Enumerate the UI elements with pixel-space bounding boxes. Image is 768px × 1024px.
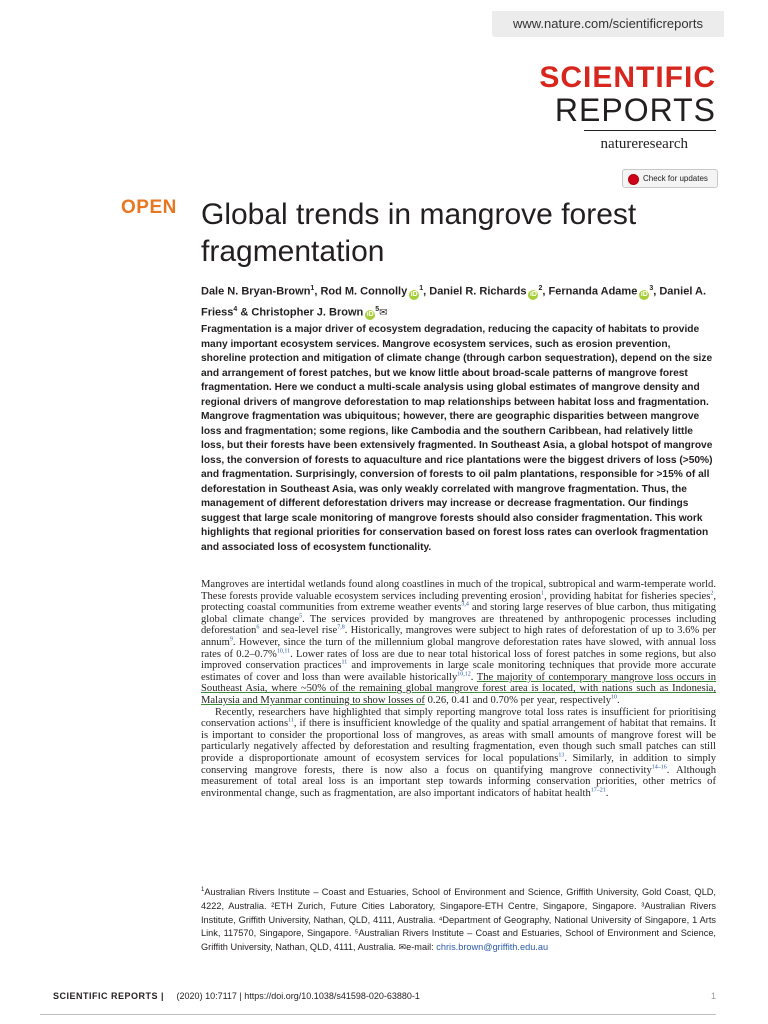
- author-name: Christopher J. Brown: [251, 306, 364, 319]
- author-affiliation-number: 1: [419, 285, 424, 292]
- logo-divider: [584, 130, 716, 131]
- footer-divider: [40, 1014, 716, 1015]
- highlighted-text: The majority of contemporary mangrove loss occurs in Southeast Asia, where ~50% of the remaining global mangrove forest area is located, with nations such as Indonesia, Malaysia and Myanmar continuing to show losses of: [201, 671, 717, 706]
- body-text-run: , protecting coastal communities from extreme weather events: [201, 590, 716, 614]
- body-text-run: and storing large reserves of blue carbon, thus mitigating global climate change: [201, 602, 716, 625]
- author-affiliation-number: 4: [233, 305, 238, 313]
- author-list: [201, 280, 716, 321]
- reference-link[interactable]: 5: [299, 613, 303, 620]
- article-body: [201, 579, 716, 799]
- body-text-run: and improvements in large scale monitoring techniques that provide more accurate estimates of cover and loss than were available historically: [201, 660, 717, 683]
- author-separator: &: [237, 306, 252, 319]
- body-text-run: . Similarly, in addition to simply conserving mangrove forests, there is now also a focus on quantifying mangrove connectivity: [201, 752, 716, 776]
- reference-link[interactable]: 7,8: [337, 624, 345, 631]
- journal-url[interactable]: www.nature.com/scientificreports: [492, 11, 724, 37]
- body-text-run: .: [470, 671, 477, 683]
- reference-link[interactable]: 3,4: [461, 601, 469, 608]
- author-affiliation-number: 1: [310, 285, 315, 292]
- author-name: Daniel A. Friess: [201, 285, 707, 319]
- affiliations: $^1$Australian Rivers Institute – Coast and Estuaries, School of Environment and Science, Griffith University, Gold Coast, QLD, 4222, Australia. ²ETH Zurich, Future Cities Laboratory, Singapore-ETH Centre, Singapore, Singapore. ³Australian Rivers Institute, Griffith University, Nathan, QLD, 4111, Australia. ⁴Department of Geography, National University of Singapore, 1 Arts Link, 117570, Singapore, Singapore. ⁵Australian Rivers Institute – Coast and Estuaries, School of Environment and Science, Griffith University, Nathan, QLD, 4111, Australia. ✉e-mail: chris.brown@griffith.edu.au: [201, 887, 716, 953]
- body-text-run: and sea-level rise: [259, 625, 338, 637]
- body-text-run: .: [605, 787, 609, 799]
- author-name: Fernanda Adame: [548, 285, 638, 298]
- body-text-run: , if there is insufficient knowledge of the quality and spatial arrangement of habitat that remains. It is important to consider the proportional loss of mangroves, as areas with small amounts of mangrove forest will be particularly negatively affected by deforestation and resulting fragmentation, even though such small patches can still provide a disproportionate amount of ecosystem services for local populations: [201, 718, 716, 764]
- body-paragraph-2: [201, 707, 716, 800]
- journal-logo-scientific: SCIENTIFIC: [539, 61, 716, 94]
- body-text-run: Mangroves are intertidal wetlands found along coastlines in much of the tropical, subtropical and warm-temperate world. These forests provide valuable ecosystem services including preventing erosion: [201, 579, 716, 602]
- body-text-run: . However, since the turn of the millennium global mangrove deforestation rates have slowed, with annual loss rates of 0.2–0.7%: [201, 636, 716, 660]
- reference-link[interactable]: 2: [710, 590, 714, 597]
- body-text-run: . The services provided by mangroves are threatened by anthropogenic processes including deforestation: [201, 613, 717, 637]
- author-affiliation-number: 5: [375, 305, 380, 313]
- reference-link[interactable]: 13: [558, 752, 565, 759]
- author-name: Rod M. Connolly: [320, 285, 408, 298]
- author-separator: ,: [542, 285, 549, 298]
- check-for-updates-label: Check for updates: [643, 174, 708, 183]
- footer-journal: SCIENTIFIC REPORTS |: [53, 991, 165, 1001]
- author-affiliation-number: 3: [649, 285, 654, 292]
- author-separator: ,: [314, 285, 321, 298]
- author-separator: ,: [423, 285, 430, 298]
- abstract: Fragmentation is a major driver of ecosystem degradation, reducing the capacity of habitats to provide many important ecosystem services. Mangrove ecosystem services, such as erosion prevention, shoreline protection and mitigation of climate change (through carbon sequestration), depend on the size and arrangement of forest patches, but we know little about broad-scale patterns of mangrove forest fragmentation. Here we conduct a multi-scale analysis using global estimates of mangrove density and regional drivers of mangrove deforestation to map relationships between habitat loss and fragmentation. Mangrove fragmentation was ubiquitous; however, there are geographic disparities between mangrove loss and fragmentation; some regions, like Cambodia and the southern Caribbean, had relatively little loss, but their forests have been extensively fragmented. In Southeast Asia, a global hotspot of mangrove loss, the conversion of forests to aquaculture and rice plantations were the biggest drivers of loss (>50%) and fragmentation. Surprisingly, conversion of forests to oil palm plantations, responsible for >15% of all deforestation in Southeast Asia, was only weakly correlated with mangrove fragmentation. Thus, the management of different deforestation drivers may increase or decrease fragmentation. Our findings suggest that large scale monitoring of mangrove forests should also consider fragmentation. This work highlights that regional priorities for conservation based on forest loss rates can overlook fragmentation and associated loss of ecosystem functionality.: [201, 324, 713, 553]
- body-text-run: .: [617, 694, 620, 706]
- article-title: Global trends in mangrove forest fragmentation: [201, 198, 637, 268]
- body-text-run: . Historically, mangroves were subject to high rates of deforestation of up to 3.6% per annum: [201, 625, 716, 648]
- envelope-icon[interactable]: ✉: [379, 307, 388, 319]
- reference-link[interactable]: 17–21: [590, 787, 606, 794]
- check-for-updates-button[interactable]: [622, 169, 718, 188]
- body-text-run: , providing habitat for fisheries species: [544, 590, 711, 602]
- orcid-icon[interactable]: iD: [366, 311, 374, 319]
- body-text-run: . Although measurement of total areal loss is an important step towards informing conservation priorities, other metrics of environmental change, such as fragmentation, are also important indicators of habitat health: [201, 764, 717, 799]
- reference-link[interactable]: 6: [256, 624, 260, 631]
- orcid-icon[interactable]: iD: [640, 290, 648, 298]
- journal-logo-reports: REPORTS: [554, 92, 716, 128]
- reference-link[interactable]: 1: [541, 590, 545, 597]
- crossmark-icon: [628, 174, 639, 185]
- reference-link[interactable]: 14–16: [651, 763, 667, 770]
- author-email-link[interactable]: chris.brown@griffith.edu.au: [436, 942, 549, 953]
- reference-link[interactable]: 10: [611, 694, 618, 701]
- orcid-icon[interactable]: iD: [529, 290, 537, 298]
- author-name: Dale N. Bryan-Brown: [201, 285, 311, 298]
- author-name: Daniel R. Richards: [429, 285, 527, 298]
- page-footer: [53, 991, 716, 1001]
- body-paragraph-1: [201, 579, 716, 707]
- body-text-run: Recently, researchers have highlighted that simply reporting mangrove total loss rates is insufficient for prioritising conservation actions: [201, 706, 716, 730]
- author-separator: ,: [653, 285, 660, 298]
- body-text-run: . Lower rates of loss are due to near total historical loss of forest patches in some regions, but also improved conservation practices: [201, 648, 716, 672]
- orcid-icon[interactable]: iD: [410, 290, 418, 298]
- body-text-run: 0.26, 0.41 and 0.70% per year, respectively: [424, 694, 612, 706]
- footer-citation[interactable]: (2020) 10:7117 | https://doi.org/10.1038/s41598-020-63880-1: [176, 991, 420, 1001]
- publisher-logo: natureresearch: [600, 136, 688, 152]
- reference-link[interactable]: 9: [229, 636, 233, 643]
- reference-link[interactable]: 11: [288, 717, 294, 724]
- reference-link[interactable]: 10,11: [276, 648, 291, 655]
- page-number: 1: [710, 991, 716, 1001]
- reference-link[interactable]: 11: [341, 659, 348, 666]
- reference-link[interactable]: 10,12: [457, 671, 471, 678]
- open-access-label: OPEN: [121, 197, 177, 218]
- author-affiliation-number: 2: [538, 285, 543, 292]
